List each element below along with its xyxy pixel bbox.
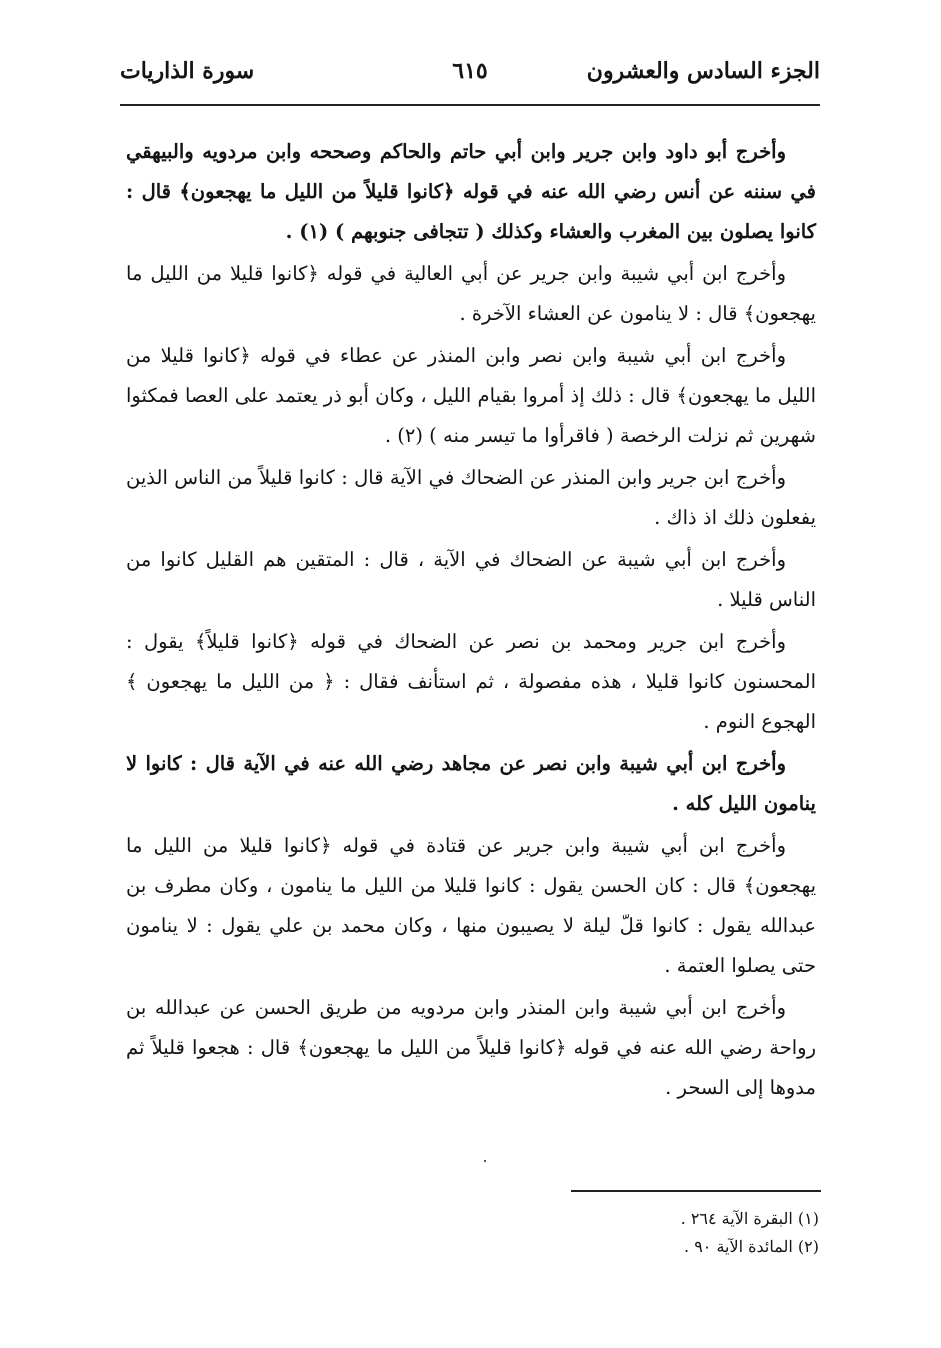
paragraph-2: وأخرج ابن أبي شيبة وابن جرير عن أبي العالية في قوله ﴿كانوا قليلا من الليل ما يهجعون﴾ قال : لا ينامون عن العشاء الآخرة . xyxy=(126,262,816,325)
header-divider xyxy=(120,104,820,106)
footnote-1: (١) البقرة الآية ٢٦٤ . xyxy=(680,1209,819,1228)
part-title: الجزء السادس والعشرون xyxy=(586,58,820,84)
main-text xyxy=(126,132,816,1110)
paragraph-1: وأخرج أبو داود وابن جرير وابن أبي حاتم والحاكم وصححه وابن مردويه والبيهقي في سننه عن أنس رضي الله عنه في قوله ﴿كانوا قليلاً من الليل ما يهجعون﴾ قال : كانوا يصلون بين المغرب والعشاء وكذلك ( تتجافى جنوبهم ) (١) . xyxy=(126,140,816,243)
paragraph-3: وأخرج ابن أبي شيبة وابن نصر وابن المنذر عن عطاء في قوله ﴿كانوا قليلا من الليل ما يهجعون﴾ قال : ذلك إذ أمروا بقيام الليل ، وكان أبو ذر يعتمد على العصا فمكثوا شهرين ثم نزلت الرخصة ( فاقرأوا ما تيسر منه ) (٢) . xyxy=(126,344,816,447)
footnotes xyxy=(419,1205,819,1261)
paragraph-7: وأخرج ابن أبي شيبة وابن نصر عن مجاهد رضي الله عنه في الآية قال : كانوا لا ينامون الليل كله . xyxy=(126,752,816,815)
running-header xyxy=(120,58,820,98)
paragraph-6: وأخرج ابن جرير ومحمد بن نصر عن الضحاك في قوله ﴿كانوا قليلاً﴾ يقول : المحسنون كانوا قليلا ، هذه مفصولة ، ثم استأنف فقال : ﴿ من الليل ما يهجعون ﴾ الهجوع النوم . xyxy=(126,630,816,733)
paragraph-5: وأخرج ابن أبي شيبة عن الضحاك في الآية ، قال : المتقين هم القليل كانوا من الناس قليلا . xyxy=(126,548,816,611)
footnote-divider xyxy=(571,1190,821,1192)
page-number: ٦١٥ xyxy=(452,58,488,84)
paragraph-8: وأخرج ابن أبي شيبة وابن جرير عن قتادة في قوله ﴿كانوا قليلا من الليل ما يهجعون﴾ قال : كان الحسن يقول : كانوا قليلا من الليل ما ينامون ، وكان مطرف بن عبدالله يقول : كانوا قلّ ليلة لا يصيبون منها ، وكان محمد بن علي يقول : لا ينامون حتى يصلوا العتمة . xyxy=(126,834,816,977)
paragraph-4: وأخرج ابن جرير وابن المنذر عن الضحاك في الآية قال : كانوا قليلاً من الناس الذين يفعلون ذلك اذ ذاك . xyxy=(126,466,816,529)
footnote-2: (٢) المائدة الآية ٩٠ . xyxy=(684,1237,819,1256)
paragraph-9: وأخرج ابن أبي شيبة وابن المنذر وابن مردويه من طريق الحسن عن عبدالله بن رواحة رضي الله عنه في قوله ﴿كانوا قليلاً من الليل ما يهجعون﴾ قال : هجعوا قليلاً ثم مدوها إلى السحر . xyxy=(126,996,816,1099)
stray-mark xyxy=(484,1160,486,1162)
surah-title: سورة الذاريات xyxy=(120,58,255,84)
